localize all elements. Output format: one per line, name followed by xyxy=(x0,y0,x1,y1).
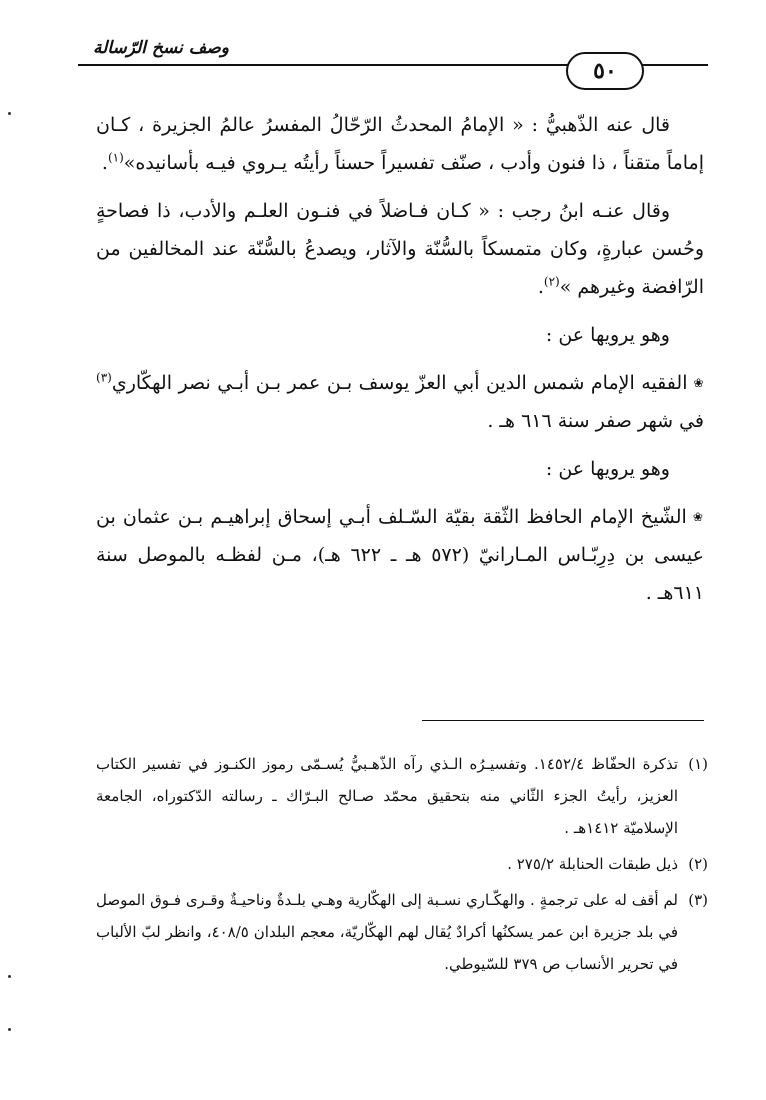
footnote-separator xyxy=(422,720,704,721)
footnote-number: (٢) xyxy=(688,855,708,873)
chain-item-ibn-dirbas xyxy=(96,498,704,612)
chain-item-date: في شهر صفر سنة ٦١٦ هـ . xyxy=(487,410,704,432)
footnote-text: لم أقف له على ترجمةٍ . والهكّـاري نسـبة إلى الهكّارية وهـي بلـدةٌ وناحيـةٌ وقـرى فـوق الموصل في بلد جزيرة ابن عمر يسكنُها أكرادٌ يُقال لهم الهكّاريّة، معجم البلدان ٤٠٨/٥، وانظر لبّ الألباب في تحرير الأنساب ص ٣٧٩ للسّيوطي. xyxy=(96,891,679,973)
paragraph-ibn-rajab xyxy=(96,192,704,306)
scan-mark xyxy=(8,975,11,978)
period: . xyxy=(537,276,544,298)
footnote-ref-1: (١) xyxy=(107,150,124,165)
period: . xyxy=(101,152,108,174)
page-number-badge xyxy=(566,52,644,90)
page-number: ٥٠ xyxy=(593,58,617,84)
main-text xyxy=(96,106,704,612)
chain-heading: وهو يرويها عن : xyxy=(545,458,670,480)
footnotes xyxy=(96,748,708,984)
footnote-2 xyxy=(96,848,708,880)
chain-item-hakkari xyxy=(96,364,704,440)
chain-item-text: الفقيه الإمام شمس الدين أبي العزّ يوسف بـن عمر بـن أبـي نصر الهكّاري xyxy=(111,372,688,394)
scan-mark xyxy=(8,112,11,115)
footnote-text: تذكرة الحفّاظ ١٤٥٢/٤. وتفسيـرُه الـذي رآه الذّهـبيُّ يُسـمّى رموز الكنـوز في تفسير الكتاب العزيز، رأيتُ الجزء الثّاني منه بتحقيق محمّد صـالح البـرّاك ـ رسالته الدّكتوراه، الجامعة الإسلاميّة ١٤١٢هـ . xyxy=(96,755,679,837)
paragraph-dhahabi xyxy=(96,106,704,182)
footnote-1 xyxy=(96,748,708,844)
chain-heading: وهو يرويها عن : xyxy=(545,324,670,346)
running-title: وصف نسخ الرّسالة xyxy=(93,38,229,58)
footnote-text: ذيل طبقات الحنابلة ٢٧٥/٢ . xyxy=(507,855,678,873)
footnote-number: (٣) xyxy=(688,891,708,909)
footnote-ref-3: (٣) xyxy=(96,370,112,385)
paragraph-text: قال عنه الذّهبيُّ : « الإمامُ المحدثُ الرّحّالُ المفسرُ عالمُ الجزيرة ، كـان إماماً متقناً ، ذا فنون وأدب ، صنّف تفسيراً حسناً رأيتُه يـروي فيـه بأسانيده» xyxy=(96,114,704,174)
footnote-number: (١) xyxy=(688,755,708,773)
scan-mark xyxy=(8,1028,11,1031)
flower-bullet-icon xyxy=(687,372,704,394)
flower-bullet-icon xyxy=(687,506,704,528)
paragraph-text: وقال عنـه ابنُ رجب : « كـان فـاضلاً في فنـون العلـم والأدب، ذا فصاحةٍ وحُسن عبارةٍ، وكان متمسكاً بالسُّنّة والآثار، ويصدعُ بالسُّنّة عند المخالفين من الرّافضة وغيرهم » xyxy=(96,200,704,298)
footnote-ref-2: (٢) xyxy=(543,274,560,289)
chain-item-text: الشّيخ الإمام الحافظ الثّقة بقيّة السّـلف أبـي إسحاق إبراهيـم بـن عثمان بن عيسى بن دِرِبّـاس المـارانيّ (٥٧٢ هـ ـ ٦٢٢ هـ)، مـن لفظـه بالموصل سنة ٦١١هـ . xyxy=(96,506,704,604)
footnote-3 xyxy=(96,884,708,980)
